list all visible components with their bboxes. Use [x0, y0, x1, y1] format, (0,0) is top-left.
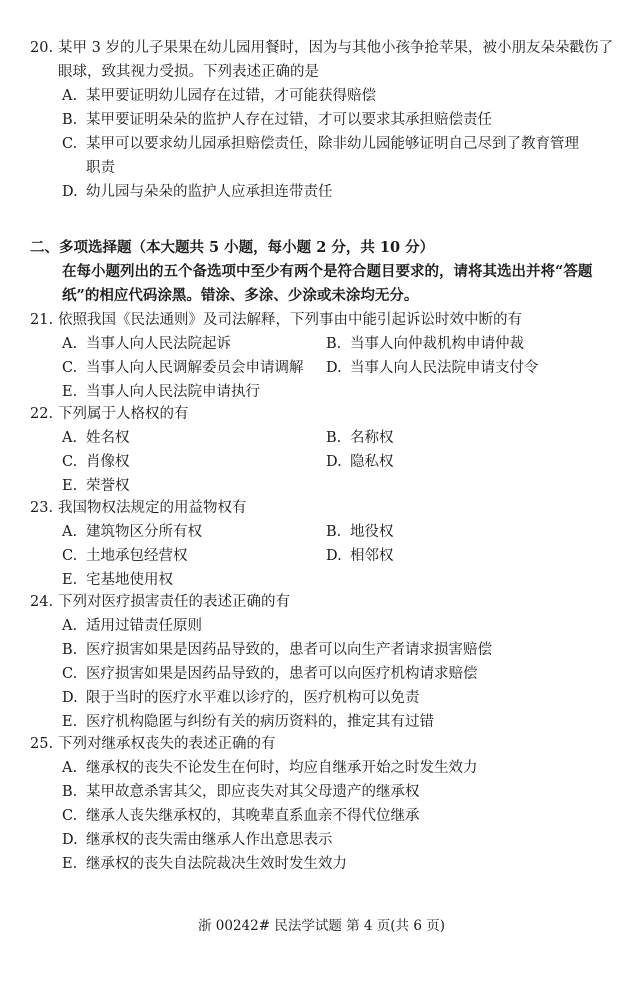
option-row: [62, 332, 613, 356]
option-b: B. 医疗损害如果是因药品导致的，患者可以向生产者请求损害赔偿: [62, 642, 492, 658]
option-row: [62, 544, 613, 568]
option-b: B. 地役权: [326, 524, 394, 540]
option-c: C. 土地承包经营权: [62, 548, 188, 564]
question-25: [30, 732, 613, 876]
option-e: E. 宅基地使用权: [62, 572, 173, 588]
option-b: B. 某甲要证明朵朵的监护人存在过错，才可以要求其承担赔偿责任: [62, 112, 492, 128]
option-c-continuation: 职责: [86, 160, 115, 176]
option-c: C. 医疗损害如果是因药品导致的，患者可以向医疗机构请求赔偿: [62, 666, 478, 682]
option-e: E. 当事人向人民法院申请执行: [62, 384, 260, 400]
option-a: A. 当事人向人民法院起诉: [62, 336, 231, 352]
option-e: E. 荣誉权: [62, 478, 130, 494]
option-a: A. 姓名权: [62, 430, 130, 446]
question-stem: [30, 402, 613, 426]
option-d: D. 幼儿园与朵朵的监护人应承担连带责任: [62, 184, 333, 200]
question-number: 20.: [30, 40, 54, 56]
question-number: 21.: [30, 312, 54, 328]
option-e: E. 继承权的丧失自法院裁决生效时发生效力: [62, 856, 347, 872]
option-c: C. 肖像权: [62, 454, 130, 470]
question-text: 下列对医疗损害责任的表述正确的有: [58, 594, 290, 610]
option-e: E. 医疗机构隐匿与纠纷有关的病历资料的，推定其有过错: [62, 714, 434, 730]
option-row: [62, 356, 613, 380]
question-stem: [30, 590, 613, 614]
option-row: [62, 450, 613, 474]
section-title: 二、多项选择题（本大题共 5 小题，每小题 2 分，共 10 分）: [30, 239, 435, 256]
option-d: D. 隐私权: [326, 454, 394, 470]
question-stem: [30, 36, 613, 84]
option-c: C. 继承人丧失继承权的，其晚辈直系血亲不得代位继承: [62, 808, 420, 824]
page-footer: 浙 00242# 民法学试题 第 4 页(共 6 页): [197, 918, 445, 934]
question-20: [30, 36, 613, 204]
option-a: A. 继承权的丧失不论发生在何时，均应自继承开始之时发生效力: [62, 760, 478, 776]
question-number: 24.: [30, 594, 54, 610]
option-d: D. 当事人向人民法院申请支付令: [326, 360, 539, 376]
option-b: B. 某甲故意杀害其父，即应丧失对其父母遗产的继承权: [62, 784, 420, 800]
question-text: 下列属于人格权的有: [58, 406, 189, 422]
question-21: [30, 308, 613, 404]
option-d: D. 相邻权: [326, 548, 394, 564]
question-text: 我国物权法规定的用益物权有: [58, 500, 247, 516]
option-b: B. 名称权: [326, 430, 394, 446]
section-instructions: 在每小题列出的五个备选项中至少有两个是符合题目要求的，请将其选出并将“答题纸”的相应代码涂黑。错涂、多涂、少涂或未涂均无分。: [62, 263, 593, 304]
question-number: 23.: [30, 500, 54, 516]
question-stem: [30, 308, 613, 332]
option-d: D. 限于当时的医疗水平难以诊疗的，医疗机构可以免责: [62, 690, 420, 706]
question-text: 下列对继承权丧失的表述正确的有: [58, 736, 276, 752]
question-number: 25.: [30, 736, 54, 752]
option-c: C. 当事人向人民调解委员会申请调解: [62, 360, 304, 376]
option-row: [62, 426, 613, 450]
question-22: [30, 402, 613, 498]
option-b: B. 当事人向仲裁机构申请仲裁: [326, 336, 524, 352]
option-a: A. 建筑物区分所有权: [62, 524, 202, 540]
option-a: A. 适用过错责任原则: [62, 618, 202, 634]
question-stem: [30, 496, 613, 520]
option-c: C. 某甲可以要求幼儿园承担赔偿责任，除非幼儿园能够证明自己尽到了教育管理: [62, 136, 579, 152]
option-a: A. 某甲要证明幼儿园存在过错，才可能获得赔偿: [62, 88, 376, 104]
question-text: 某甲 3 岁的儿子果果在幼儿园用餐时，因为与其他小孩争抢苹果，被小朋友朵朵戳伤了眼球，致其视力受损。下列表述正确的是: [58, 40, 613, 80]
question-number: 22.: [30, 406, 54, 422]
option-d: D. 继承权的丧失需由继承人作出意思表示: [62, 832, 333, 848]
question-text: 依照我国《民法通则》及司法解释，下列事由中能引起诉讼时效中断的有: [58, 312, 522, 328]
question-23: [30, 496, 613, 592]
option-row: [62, 520, 613, 544]
question-24: [30, 590, 613, 734]
section-header: [30, 236, 613, 308]
question-stem: [30, 732, 613, 756]
